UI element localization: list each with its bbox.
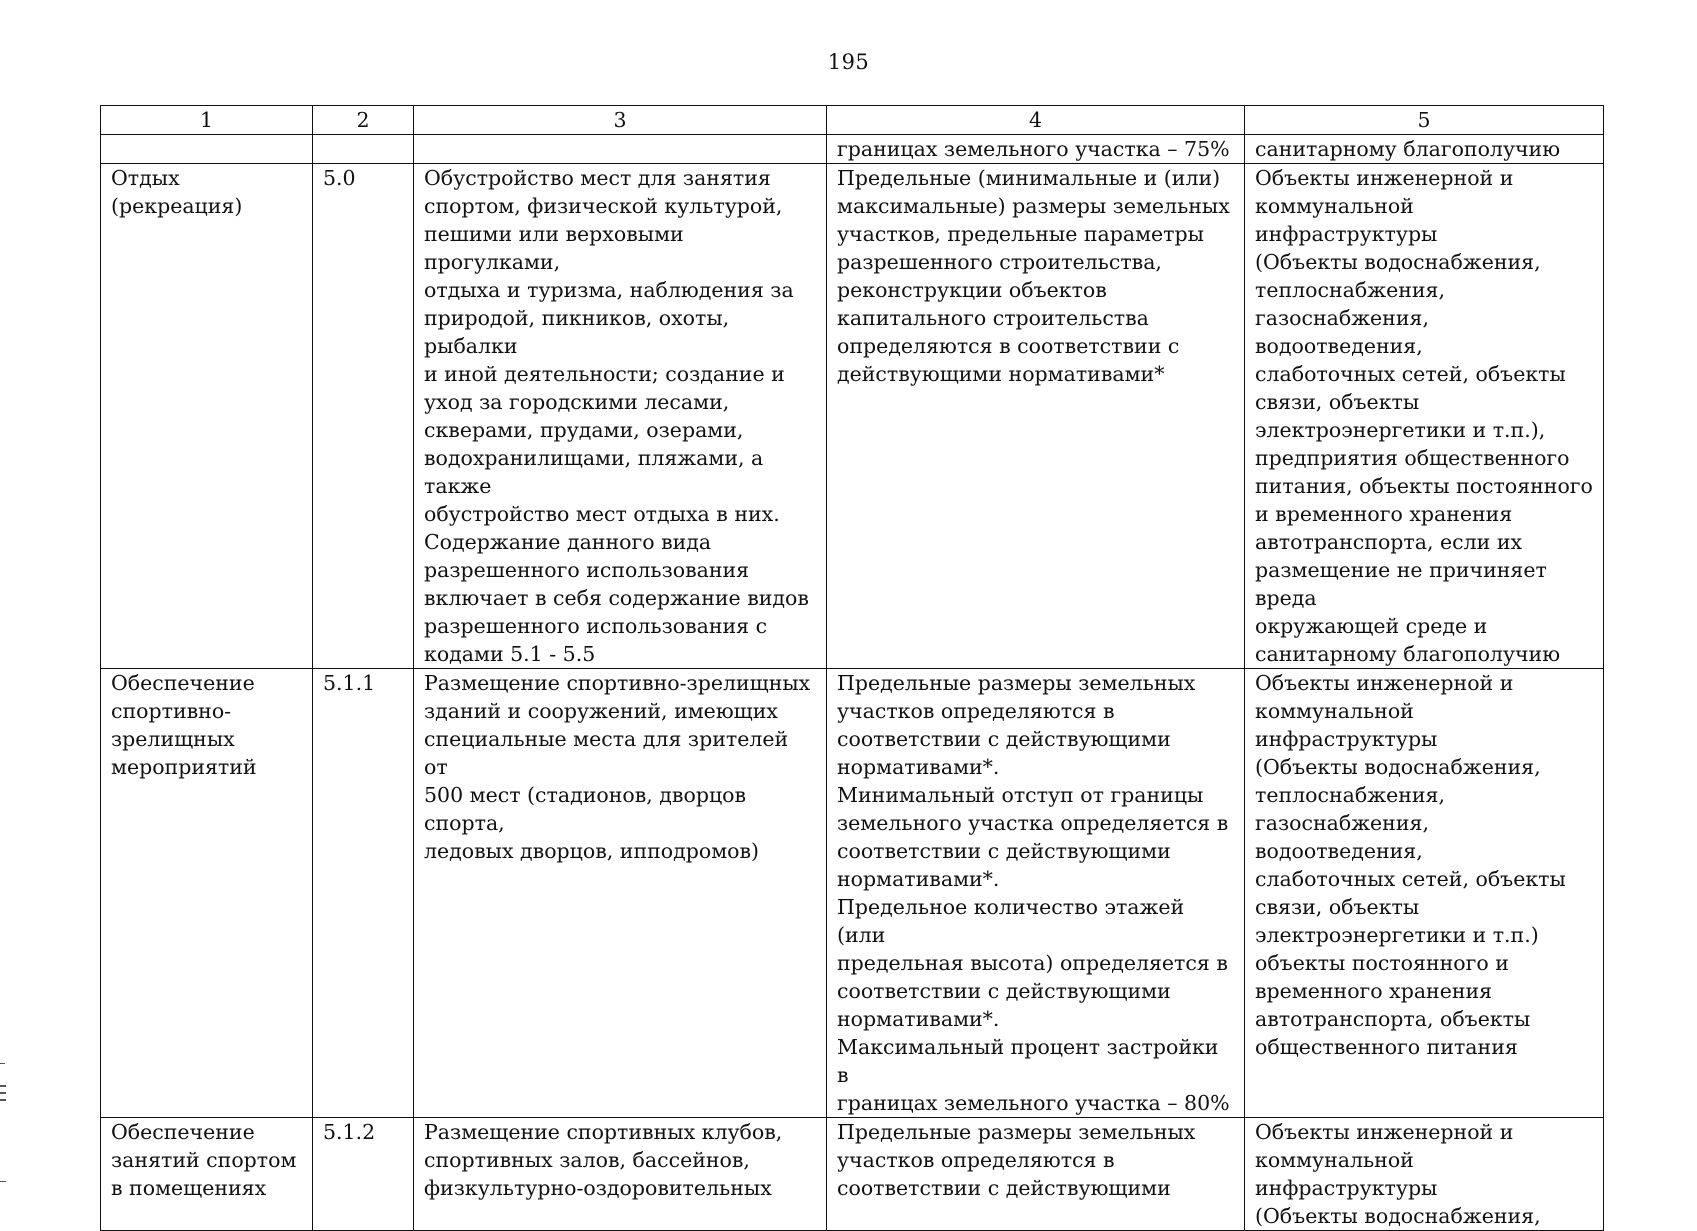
scan-mark — [0, 1085, 6, 1087]
land-use-name: Обеспечение спортивно- зрелищных мероприятий — [101, 669, 313, 1118]
land-use-auxiliary: Объекты инженерной и коммунальной инфраструктуры (Объекты водоснабжения, теплоснабжения, газоснабжения, водоотведения, слаботочных сетей, объекты связи, объекты электроэнергетики и т.п.) объекты постоянного и временного хранения автотранспорта, объекты общественного питания — [1245, 669, 1604, 1118]
land-use-name: Отдых (рекреация) — [101, 164, 313, 669]
column-header-4: 4 — [827, 106, 1245, 135]
land-use-description: Размещение спортивно-зрелищных зданий и сооружений, имеющих специальные места для зрителей от 500 мест (стадионов, дворцов спорта, ледовых дворцов, ипподромов) — [414, 669, 827, 1118]
land-use-parameters: Предельные размеры земельных участков определяются в соответствии с действующими — [827, 1118, 1245, 1231]
land-use-description: Размещение спортивных клубов, спортивных залов, бассейнов, физкультурно-оздоровительных — [414, 1118, 827, 1231]
land-use-parameters: Предельные размеры земельных участков определяются в соответствии с действующими нормативами*. Минимальный отступ от границы земельного участка определяется в соответствии с действующими нормативами*. Предельное количество этажей (или предельная высота) определяется в соответствии с действующими нормативами*. Максимальный процент застройки в границах земельного участка – 80% — [827, 669, 1245, 1118]
land-use-auxiliary: Объекты инженерной и коммунальной инфраструктуры (Объекты водоснабжения, теплоснабжения, газоснабжения, водоотведения, слаботочных сетей, объекты связи, объекты электроэнергетики и т.п.), предприятия общественного питания, объекты постоянного и временного хранения автотранспорта, если их размещение не причиняет вреда окружающей среде и санитарному благополучию — [1245, 164, 1604, 669]
continuation-cell-code — [313, 135, 414, 164]
table-row — [101, 1118, 1604, 1231]
land-use-parameters: Предельные (минимальные и (или) максимальные) размеры земельных участков, предельные параметры разрешенного строительства, реконструкции объектов капитального строительства определяются в соответствии с действующими нормативами* — [827, 164, 1245, 669]
continuation-cell-description — [414, 135, 827, 164]
continuation-cell-name — [101, 135, 313, 164]
land-use-code: 5.0 — [313, 164, 414, 669]
scan-mark — [0, 1092, 6, 1094]
column-header-5: 5 — [1245, 106, 1604, 135]
land-use-code: 5.1.2 — [313, 1118, 414, 1231]
table-header-row — [101, 106, 1604, 135]
land-use-description: Обустройство мест для занятия спортом, физической культурой, пешими или верховыми прогулками, отдыха и туризма, наблюдения за природой, пикников, охоты, рыбалки и иной деятельности; создание и уход за городскими лесами, скверами, прудами, озерами, водохранилищами, пляжами, а также обустройство мест отдыха в них. Содержание данного вида разрешенного использования включает в себя содержание видов разрешенного использования с кодами 5.1 - 5.5 — [414, 164, 827, 669]
land-use-code: 5.1.1 — [313, 669, 414, 1118]
continuation-row — [101, 135, 1604, 164]
scan-mark — [0, 1099, 6, 1101]
land-use-auxiliary: Объекты инженерной и коммунальной инфраструктуры (Объекты водоснабжения, — [1245, 1118, 1604, 1231]
column-header-1: 1 — [101, 106, 313, 135]
column-header-3: 3 — [414, 106, 827, 135]
land-use-name: Обеспечение занятий спортом в помещениях — [101, 1118, 313, 1231]
table-row — [101, 164, 1604, 669]
column-header-2: 2 — [313, 106, 414, 135]
continuation-cell-auxiliary: санитарному благополучию — [1245, 135, 1604, 164]
scan-mark — [0, 1063, 5, 1064]
continuation-cell-parameters: границах земельного участка – 75% — [827, 135, 1245, 164]
table-row — [101, 669, 1604, 1118]
scan-mark — [0, 1181, 6, 1182]
land-use-table — [100, 105, 1604, 1231]
page-number: 195 — [827, 50, 870, 74]
